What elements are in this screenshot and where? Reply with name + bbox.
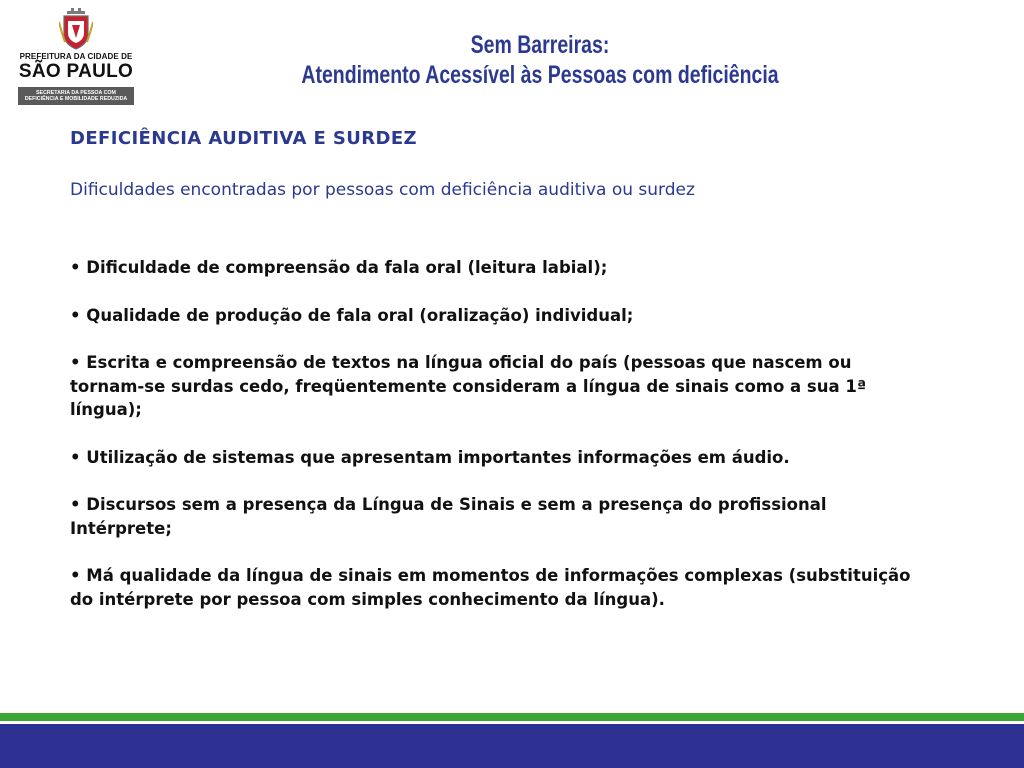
- section-title: DEFICIÊNCIA AUDITIVA E SURDEZ: [70, 128, 418, 149]
- bullet-item: • Dificuldade de compreensão da fala oral (leitura labial);: [70, 258, 608, 277]
- footer-blue-bar: [0, 724, 1024, 768]
- logo-line1: PREFEITURA DA CIDADE DE: [19, 52, 133, 61]
- logo-sub2: DEFICIÊNCIA E MOBILIDADE REDUZIDA: [24, 96, 128, 102]
- city-logo: [14, 8, 138, 106]
- section-subtitle: Dificuldades encontradas por pessoas com deficiência auditiva ou surdez: [70, 180, 695, 200]
- slide-subtitle: Atendimento Acessível às Pessoas com deficiência: [301, 61, 779, 89]
- bullet-item: • Utilização de sistemas que apresentam importantes informações em áudio.: [70, 447, 790, 467]
- slide-title: Sem Barreiras:: [470, 31, 610, 59]
- logo-subtitle-box: [18, 87, 134, 105]
- bullet-list: [70, 256, 930, 635]
- bullet-item: • Qualidade de produção de fala oral (oralização) individual;: [70, 305, 634, 325]
- city-crest-icon: [59, 8, 93, 50]
- bullet-item: • Escrita e compreensão de textos na língua oficial do país (pessoas que nascem ou tornam-se surdas cedo, freqüentemente consideram a língua de sinais como a sua 1ª língua);: [70, 353, 867, 419]
- logo-line2: SÃO PAULO: [18, 61, 134, 82]
- footer-green-bar: [0, 713, 1024, 721]
- slide-header: [200, 30, 880, 90]
- bullet-item: • Discursos sem a presença da Língua de Sinais e sem a presença do profissional Intérprete;: [70, 495, 827, 538]
- logo-sub1: SECRETARIA DA PESSOA COM: [36, 90, 116, 96]
- bullet-item: • Má qualidade da língua de sinais em momentos de informações complexas (substituição do intérprete por pessoa com simples conhecimento da língua).: [70, 566, 911, 609]
